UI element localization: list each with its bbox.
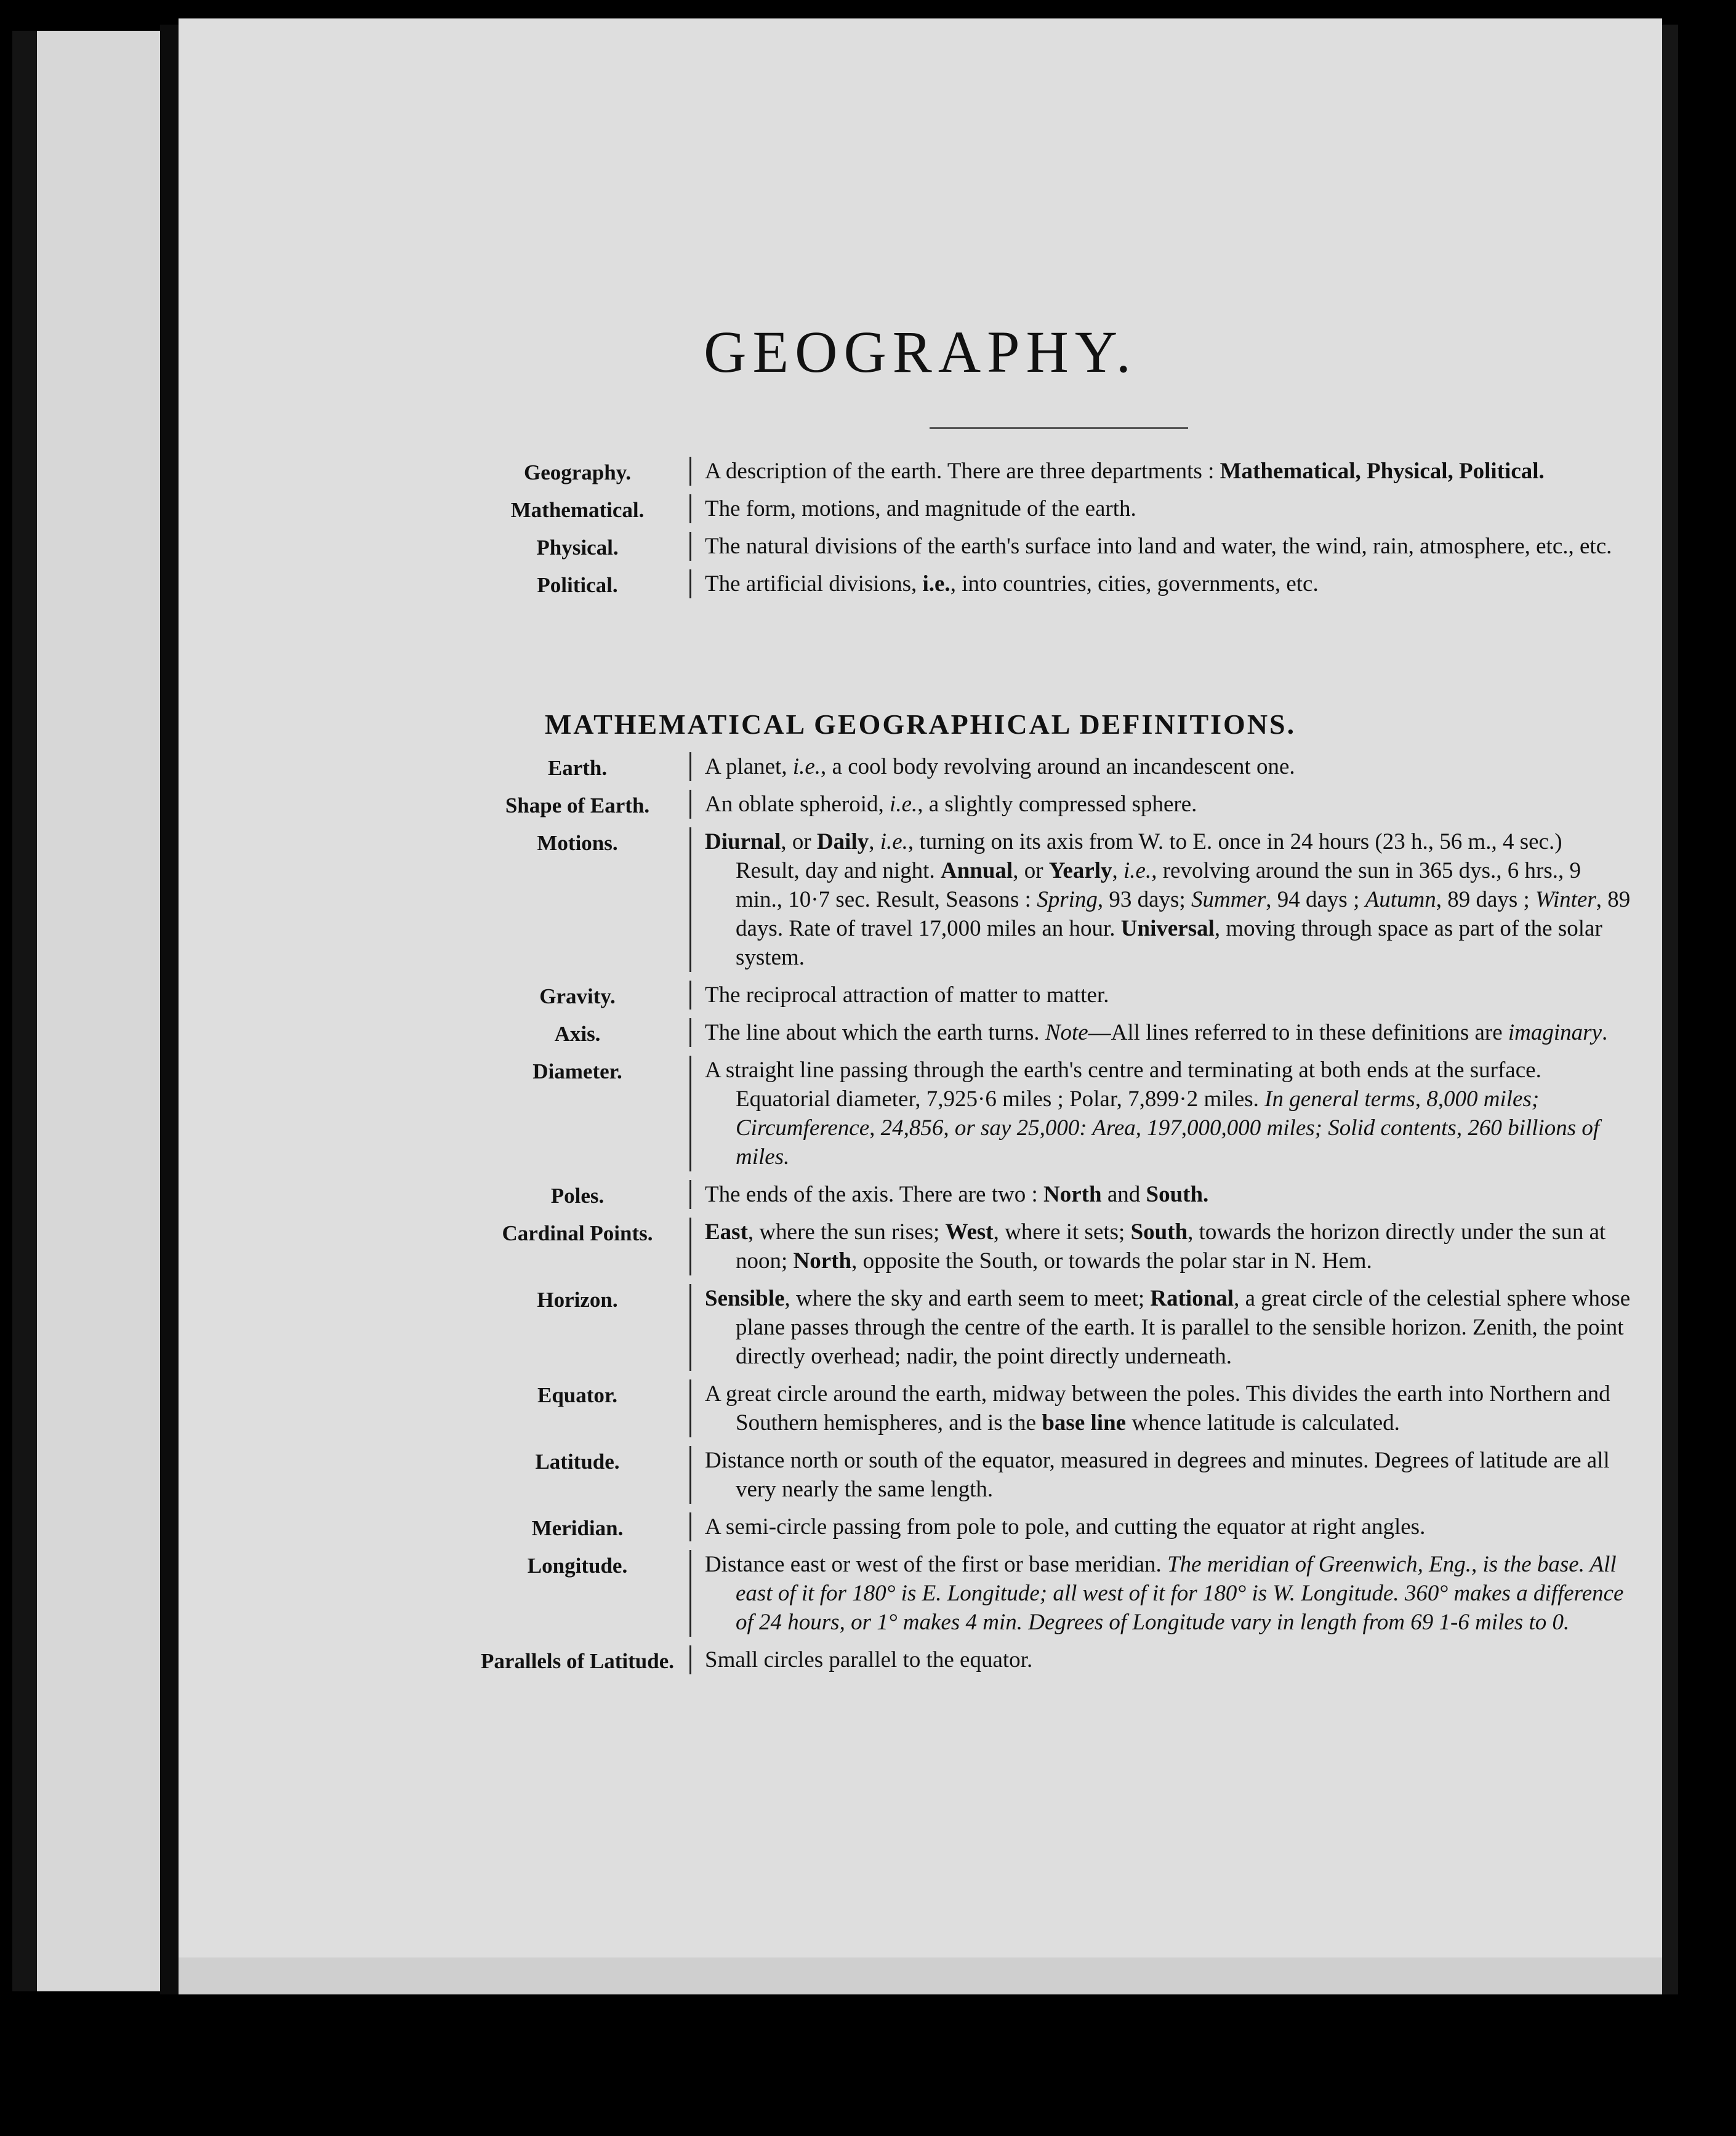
definition-text-segment: i.e. (880, 829, 908, 854)
definition-text-segment: , where it sets; (993, 1219, 1131, 1245)
definition-text-segment: North (1043, 1182, 1102, 1207)
definition-text-segment: A description of the earth. There are three departments : (705, 459, 1220, 484)
definition-term: Earth. (547, 756, 608, 780)
definition-text (689, 1284, 1631, 1371)
definition-text-segment: Winter (1535, 887, 1596, 912)
definition-row (474, 1446, 1631, 1504)
definition-term: Parallels of Latitude. (481, 1649, 674, 1673)
definition-text-segment: , (1112, 858, 1124, 883)
definition-term: Motions. (537, 831, 618, 855)
definition-text (689, 1218, 1631, 1275)
definition-row (474, 1056, 1631, 1171)
definition-text-segment: Diurnal (705, 829, 781, 854)
definition-text (689, 532, 1631, 561)
definition-text-segment: , into countries, cities, governments, etc. (950, 571, 1319, 596)
definition-text-segment: A great circle around the earth, midway between the poles. This divides the earth into Northern and Southern hemispheres, and is the (705, 1381, 1610, 1435)
definition-text (689, 457, 1631, 486)
definition-text-segment: The ends of the axis. There are two : (705, 1182, 1044, 1207)
definition-text-segment: i.e. (922, 571, 950, 596)
definition-text-segment: , a cool body revolving around an incandescent one. (821, 754, 1295, 779)
page-title: GEOGRAPHY. (704, 319, 1137, 385)
definition-row (474, 1018, 1631, 1047)
definition-text-segment: , where the sky and earth seem to meet; (784, 1286, 1151, 1311)
definition-text-segment: Daily (816, 829, 869, 854)
definition-text-segment: . (1602, 1020, 1608, 1045)
definition-text (689, 1180, 1631, 1209)
mathematical-definitions (474, 752, 1631, 1674)
definition-text-segment: i.e. (890, 792, 918, 817)
definition-term: Geography. (523, 460, 632, 484)
definition-term: Mathematical. (510, 498, 645, 522)
definition-text (689, 1550, 1631, 1637)
definition-text-segment: and (1101, 1182, 1146, 1207)
definition-row (474, 494, 1631, 523)
definition-text-segment: , towards the horizon directly under the sun at noon; (736, 1219, 1606, 1274)
definition-text-segment: i.e. (1123, 858, 1152, 883)
definition-text-segment: Autumn (1365, 887, 1436, 912)
definition-term: Meridian. (531, 1516, 624, 1540)
definition-text-segment: Rational (1150, 1286, 1234, 1311)
definition-row (474, 569, 1631, 598)
definition-text (689, 494, 1631, 523)
definition-row (474, 1218, 1631, 1275)
definition-text-segment: i.e. (792, 754, 821, 779)
binding-gutter (160, 25, 179, 1994)
definition-row (474, 532, 1631, 561)
definition-text-segment: Distance east or west of the first or base meridian. (705, 1552, 1168, 1577)
definition-text (689, 1018, 1631, 1047)
definition-text-segment: Spring (1037, 887, 1098, 912)
definition-text-segment: , or (781, 829, 817, 854)
definition-row (474, 1550, 1631, 1637)
definition-row (474, 1645, 1631, 1674)
definition-row (474, 790, 1631, 819)
definition-text-segment: The artificial divisions, (705, 571, 923, 596)
definition-term: Physical. (536, 536, 619, 560)
binding-spine (12, 31, 37, 1991)
definition-text-segment: , (869, 829, 880, 854)
definition-text (689, 827, 1631, 972)
definition-text-segment: , revolving around the sun in 365 dys., 6 hrs., 9 min., 10·7 sec. Result, Seasons : (736, 858, 1581, 912)
definition-term: Poles. (550, 1184, 605, 1208)
definition-row (474, 827, 1631, 972)
definition-text-segment: , 89 days ; (1436, 887, 1536, 912)
title-rule (930, 427, 1188, 429)
definition-term: Longitude. (527, 1554, 628, 1578)
definition-row (474, 1512, 1631, 1541)
definition-text-segment: Note (1045, 1020, 1088, 1045)
definition-row (474, 457, 1631, 486)
definition-text-segment: South. (1146, 1182, 1209, 1207)
definition-text-segment: South (1130, 1219, 1188, 1245)
definition-text-segment: , opposite the South, or towards the polar star in N. Hem. (851, 1248, 1372, 1274)
definition-text-segment: A semi-circle passing from pole to pole, and cutting the equator at right angles. (705, 1514, 1426, 1540)
definition-term: Equator. (537, 1383, 617, 1407)
definition-text-segment: Summer (1191, 887, 1266, 912)
definition-text-segment: , moving through space as part of the solar system. (736, 916, 1602, 970)
definition-text-segment: North (793, 1248, 852, 1274)
definition-text-segment: Small circles parallel to the equator. (705, 1647, 1033, 1672)
definition-text-segment: The meridian of Greenwich, Eng., is the base. All east of it for 180° is E. Longitude; all west of it for 180° is W. Longitude. 360° makes a difference of 24 hours, or 1° makes 4 min. Degrees of Longitude vary in length from 69 1-6 miles to 0. (736, 1552, 1624, 1635)
definition-text (689, 1645, 1631, 1674)
definition-text-segment: East (705, 1219, 748, 1245)
definition-term: Gravity. (539, 984, 616, 1008)
definition-text-segment: , 93 days; (1097, 887, 1191, 912)
definition-row (474, 1180, 1631, 1209)
definition-text-segment: Distance north or south of the equator, measured in degrees and minutes. Degrees of latitude are all very nearly the same length. (705, 1448, 1610, 1502)
definition-text-segment: Sensible (705, 1286, 785, 1311)
definition-row (474, 1284, 1631, 1371)
definition-term: Diameter. (532, 1059, 622, 1083)
definition-term: Axis. (554, 1022, 601, 1046)
definition-text (689, 1056, 1631, 1171)
definition-text-segment: , a great circle of the celestial sphere whose plane passes through the centre of the earth. It is parallel to the sensible horizon. Zenith, the point directly overhead; nadir, the point directly underneath. (736, 1286, 1631, 1369)
definition-term: Shape of Earth. (505, 793, 650, 817)
definition-term: Latitude. (535, 1450, 620, 1474)
intro-definitions (474, 457, 1631, 598)
definition-text-segment: Mathematical, Physical, Political. (1220, 459, 1545, 484)
definition-text-segment: Universal (1120, 916, 1215, 941)
definition-text (689, 1446, 1631, 1504)
definition-text-segment: , where the sun rises; (747, 1219, 946, 1245)
definition-term: Political. (537, 573, 618, 597)
page-bottom-edge (179, 1957, 1662, 1994)
definition-text-segment: base line (1042, 1410, 1127, 1435)
definition-text (689, 1379, 1631, 1437)
definition-row (474, 1379, 1631, 1437)
definition-text-segment: The form, motions, and magnitude of the earth. (705, 496, 1136, 521)
section-heading: MATHEMATICAL GEOGRAPHICAL DEFINITIONS. (544, 709, 1296, 740)
definition-text-segment: The natural divisions of the earth's surface into land and water, the wind, rain, atmosphere, etc., etc. (705, 534, 1612, 559)
definition-text-segment: A straight line passing through the earth's centre and terminating at both ends at the surface. Equatorial diameter, 7,925·6 miles ; Polar, 7,899·2 miles. (705, 1058, 1541, 1112)
definition-text-segment: whence latitude is calculated. (1126, 1410, 1400, 1435)
definition-text (689, 981, 1631, 1010)
definition-text-segment: The line about which the earth turns. (705, 1020, 1045, 1045)
definition-text-segment: The reciprocal attraction of matter to matter. (705, 982, 1109, 1008)
definition-text-segment: Annual (940, 858, 1013, 883)
definition-text-segment: imaginary (1508, 1020, 1602, 1045)
definition-text-segment: , a slightly compressed sphere. (917, 792, 1197, 817)
definition-row (474, 752, 1631, 781)
definition-text-segment: Yearly (1048, 858, 1112, 883)
definition-text (689, 752, 1631, 781)
definition-term: Horizon. (537, 1288, 618, 1312)
definition-text-segment: , or (1013, 858, 1049, 883)
definition-text-segment: A planet, (705, 754, 793, 779)
definition-term: Cardinal Points. (502, 1221, 653, 1245)
previous-page-edge (12, 31, 160, 1991)
definition-text-segment: An oblate spheroid, (705, 792, 890, 817)
definition-text-segment: In general terms, 8,000 miles; Circumference, 24,856, or say 25,000: Area, 197,000,000 miles; Solid contents, 260 billions of miles. (736, 1086, 1600, 1170)
definition-text-segment: , 89 days. Rate of travel 17,000 miles an hour. (736, 887, 1631, 941)
definition-text (689, 790, 1631, 819)
definition-text (689, 569, 1631, 598)
definition-row (474, 981, 1631, 1010)
definition-text-segment: West (945, 1219, 994, 1245)
definition-text-segment: —All lines referred to in these definitions are (1088, 1020, 1508, 1045)
page-right-edge (1662, 25, 1678, 1994)
definition-text-segment: , 94 days ; (1266, 887, 1365, 912)
book-page (179, 18, 1662, 1994)
definition-text-segment: , turning on its axis from W. to E. once in 24 hours (23 h., 56 m., 4 sec.) Result, day and night. (736, 829, 1562, 883)
definition-text (689, 1512, 1631, 1541)
